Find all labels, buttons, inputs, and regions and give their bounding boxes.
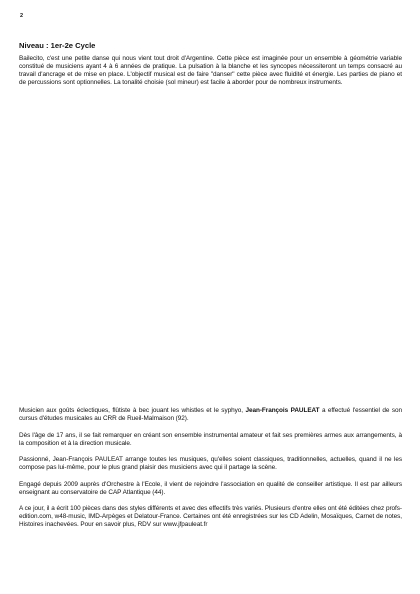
level-heading: Niveau : 1er-2e Cycle	[19, 41, 96, 50]
intro-paragraph: Bailecito, c'est une petite danse qui nous vient tout droit d'Argentine. Cette pièce est imaginée pour un ensemble à géométrie variable constitué de musiciens ayant 4 à 6 années de pratique. La pulsation à la blanche et les syncopes nécessiteront un temps consacré au travail d'ancrage et de mise en place. L'objectif musical est de faire "danser" cette pièce avec fluidité et énergie. Les parties de piano et de percussions sont optionnelles. La tonalité choisie (sol mineur) est facile à aborder pour de nombreux instruments.	[19, 55, 402, 87]
bio-paragraph-5: A ce jour, il a écrit 100 pièces dans des styles différents et avec des effectifs très variés. Plusieurs d'entre elles ont été éditées chez profs-edition.com, w48-music, IMD-Arpèges et Delatour-France. Certaines ont été enregistrées sur les CD Adelin, Mosaïques, Carnet de notes, Histoires inachevées. Pour en savoir plus, RDV sur www.jfpauleat.fr	[19, 505, 402, 529]
page-number: 2	[20, 13, 24, 19]
bio-p1-text: Musicien aux goûts éclectiques, flûtiste à bec jouant les whistles et le syphyo,	[19, 407, 246, 414]
composer-bio	[19, 407, 402, 538]
bio-paragraph-3: Passionné, Jean-François PAULEAT arrange toutes les musiques, qu'elles soient classiques, traditionnelles, actuelles, quand il ne les compose pas lui-même, pour le plus grand plaisir des musiciens avec qui il partage la scène.	[19, 456, 402, 472]
bio-paragraph-2: Dès l'âge de 17 ans, il se fait remarquer en créant son ensemble instrumental amateur et fait ses premières armes aux arrangements, à la composition et à la direction musicale.	[19, 431, 402, 447]
bio-paragraph-1	[19, 407, 402, 423]
bio-p1-text-end: a effectué l'essentiel de son cursus d'études musicales au CRR de Rueil-Malmaison (92).	[19, 407, 402, 423]
composer-name: Jean-François PAULEAT	[245, 407, 320, 414]
bio-paragraph-4: Engagé depuis 2009 auprès d'Orchestre à l'Ecole, il vient de rejoindre l'association en qualité de conseiller artistique. Il est par ailleurs enseignant au conservatoire de CAP Atlantique (44).	[19, 480, 402, 496]
